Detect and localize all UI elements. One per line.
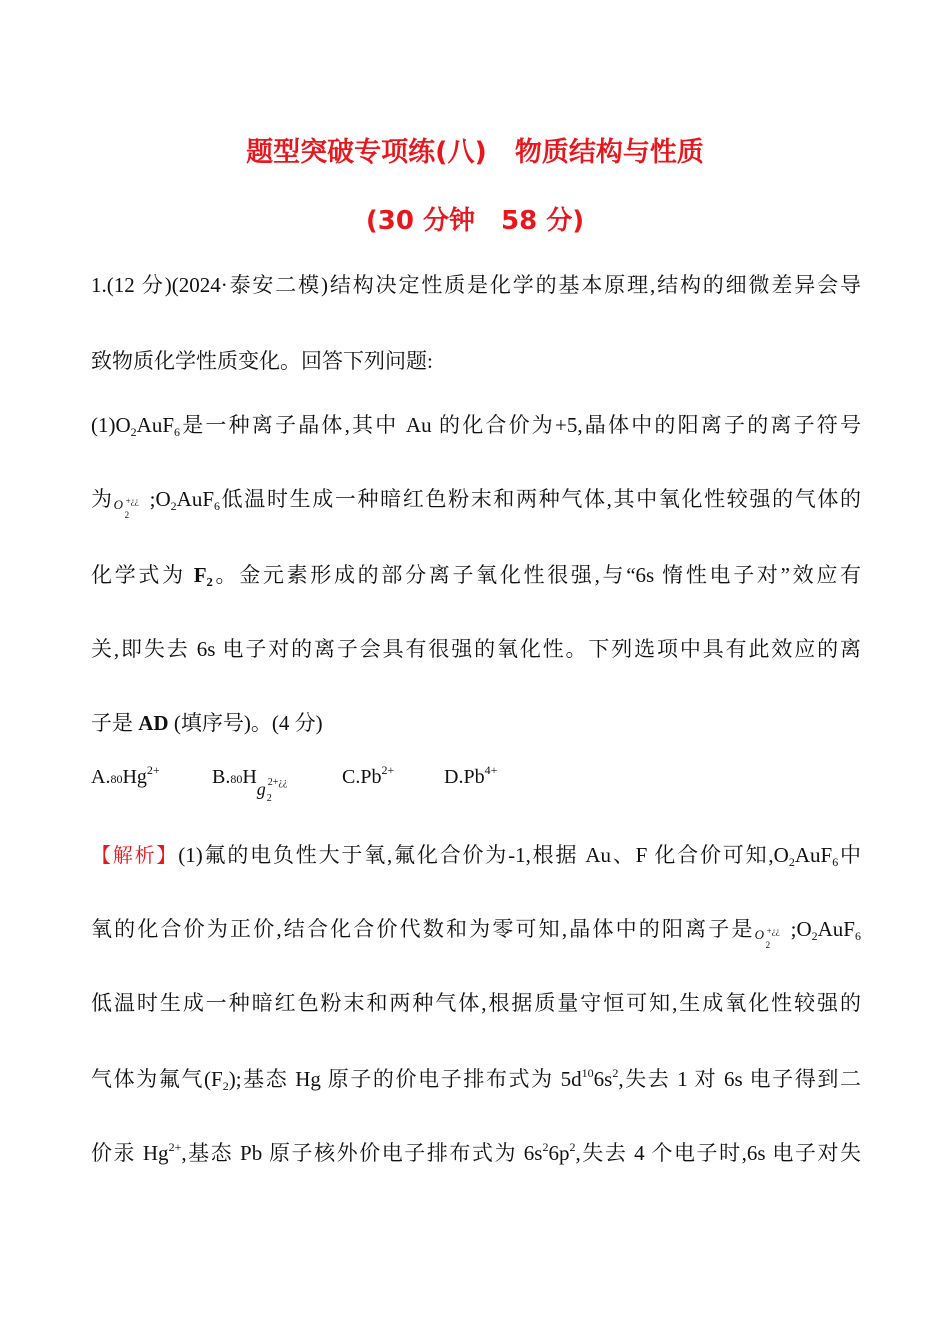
question-line-1: 1.(12 分)(2024·泰安二模)结构决定性质是化学的基本原理,结构的细微差异会导 xyxy=(91,273,861,297)
question-line-2: 致物质化学性质变化。回答下列问题: xyxy=(91,349,433,373)
title-part-b: 物质结构与性质 xyxy=(514,137,704,168)
part1-line-4: 关,即失去 6s 电子对的离子会具有很强的氧化性。下列选项中具有此效应的离 xyxy=(91,637,861,661)
subtitle-part-b: 58 分) xyxy=(501,206,585,236)
subtitle-part-a: (30 分钟 xyxy=(365,206,475,236)
part1-line-3: 化学式为 F₂。金元素形成的部分离子氧化性很强,与“6s 惰性电子对”效应有 xyxy=(91,563,862,587)
option-b: B.80H g 2+¿¿ 2 xyxy=(212,766,288,804)
dioxygenyl-ion: O +¿¿ 2 xyxy=(754,926,780,951)
analysis-label: 【解析】 xyxy=(91,843,179,867)
option-c: $C.Pb^{2+}$ xyxy=(342,763,395,788)
page-title xyxy=(0,130,950,169)
answer-options: AD xyxy=(138,711,169,735)
title-part-a: 题型突破专项练(八) xyxy=(246,137,487,168)
analysis-line-4: 气体为氟气$(F_2)$;基态 Hg 原子的价电子排布式为 $5d^{10}6s^2$,失去 1 对 6s 电子得到二 xyxy=(91,1066,861,1093)
option-d: $D.Pb^{4+}$ xyxy=(444,763,498,788)
part1-line-1: $(1)O_2AuF_6$是一种离子晶体,其中 Au 的化合价为+5,晶体中的阳离子的离子符号 xyxy=(91,413,861,439)
page-subtitle xyxy=(0,200,950,237)
dioxygenyl-ion: O +¿¿ 2 xyxy=(113,496,139,521)
part1-line-2: 为 O +¿¿ 2 $;O_2AuF_6$低温时生成一种暗红色粉末和两种气体,其中氧化性较强的气体的 xyxy=(91,487,862,521)
analysis-line-5: 价汞 $Hg^{2+}$,基态 Pb 原子核外价电子排布式为 $6s^26p^2$,失去 4 个电子时,6s 电子对失 xyxy=(91,1140,862,1165)
analysis-line-2: 氧的化合价为正价,结合化合价代数和为零可知,晶体中的阳离子是 O +¿¿ 2 $;O_2AuF_6$ xyxy=(91,917,861,951)
option-a: $A.80Hg^{2+}$ xyxy=(91,763,160,788)
part1-line-5: 子是 AD (填序号)。(4 分) xyxy=(91,711,323,735)
analysis-line-1: 【解析】(1)氟的电负性大于氧,氟化合价为-1,根据 Au、F 化合价可知$,O_2AuF_6$中 xyxy=(91,843,862,869)
answer-formula: F₂ xyxy=(193,563,213,587)
analysis-line-3: 低温时生成一种暗红色粉末和两种气体,根据质量守恒可知,生成氧化性较强的 xyxy=(91,991,861,1015)
